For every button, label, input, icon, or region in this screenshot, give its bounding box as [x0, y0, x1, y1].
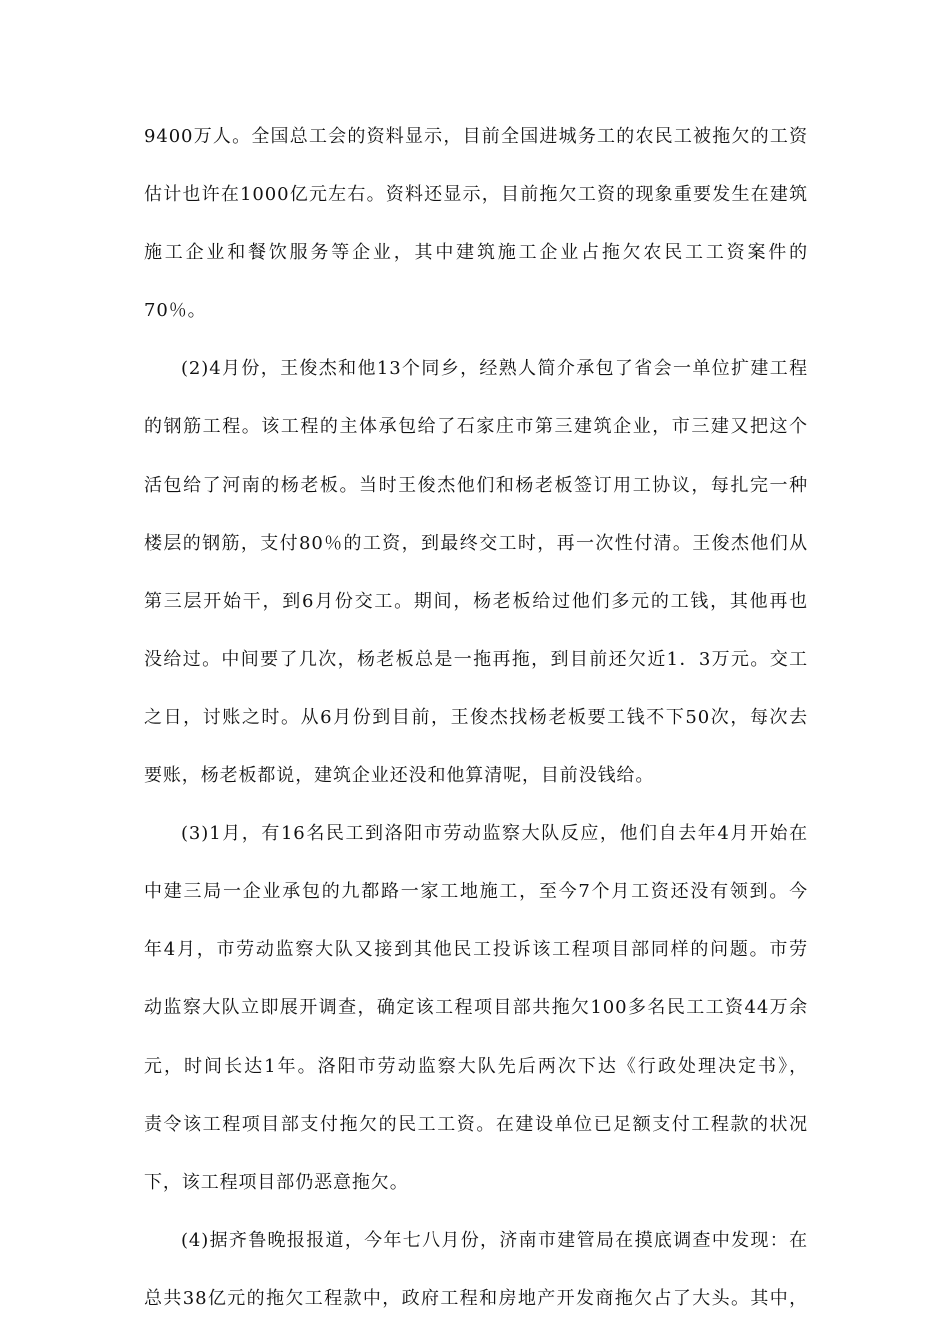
text-line-6: 的钢筋工程。该工程的主体承包给了石家庄市第三建筑企业，市三建又把这个: [144, 416, 808, 438]
paragraph-3-start: (3)1月，有16名民工到洛阳市劳动监察大队反应，他们自去年4月开始在: [181, 823, 808, 845]
text-line-9: 第三层开始干，到6月份交工。期间，杨老板给过他们多元的工钱，其他再也: [144, 590, 808, 612]
text-line-17: 元，时间长达1年。洛阳市劳动监察大队先后两次下达《行政处理决定书》，: [144, 1055, 808, 1077]
paragraph-4-start: (4)据齐鲁晚报报道，今年七八月份，济南市建管局在摸底调查中发现：在: [181, 1229, 808, 1251]
text-line-18: 责令该工程项目部支付拖欠的民工工资。在建设单位已足额支付工程款的状况: [144, 1113, 808, 1135]
paragraph-2-start: (2)4月份，王俊杰和他13个同乡，经熟人简介承包了省会一单位扩建工程: [181, 358, 808, 380]
text-line-12: 要账，杨老板都说，建筑企业还没和他算清呢，目前没钱给。: [144, 765, 655, 787]
text-line-16: 动监察大队立即展开调查，确定该工程项目部共拖欠100多名民工工资44万余: [144, 997, 808, 1019]
text-line-21: 总共38亿元的拖欠工程款中，政府工程和房地产开发商拖欠占了大头。其中，: [144, 1287, 808, 1309]
text-line-15: 年4月，市劳动监察大队又接到其他民工投诉该工程项目部同样的问题。市劳: [144, 939, 808, 961]
text-line-11: 之日，讨账之时。从6月份到目前，王俊杰找杨老板要工钱不下50次，每次去: [144, 706, 808, 728]
body-text: [144, 118, 808, 1338]
text-line-19: 下，该工程项目部仍恶意拖欠。: [144, 1171, 409, 1193]
text-line-3: 施工企业和餐饮服务等企业，其中建筑施工企业占拖欠农民工工资案件的: [144, 242, 808, 264]
text-line-14: 中建三局一企业承包的九都路一家工地施工，至今7个月工资还没有领到。今: [144, 881, 808, 903]
text-line-10: 没给过。中间要了几次，杨老板总是一拖再拖，到目前还欠近1．3万元。交工: [144, 648, 808, 670]
text-line-1: 9400万人。全国总工会的资料显示，目前全国进城务工的农民工被拖欠的工资: [144, 126, 808, 147]
text-line-4: 70％。: [144, 300, 207, 322]
text-line-2: 估计也许在1000亿元左右。资料还显示，目前拖欠工资的现象重要发生在建筑: [144, 184, 808, 206]
text-line-7: 活包给了河南的杨老板。当时王俊杰他们和杨老板签订用工协议，每扎完一种: [144, 474, 808, 496]
text-line-8: 楼层的钢筋，支付80％的工资，到最终交工时，再一次性付清。王俊杰他们从: [144, 532, 808, 554]
